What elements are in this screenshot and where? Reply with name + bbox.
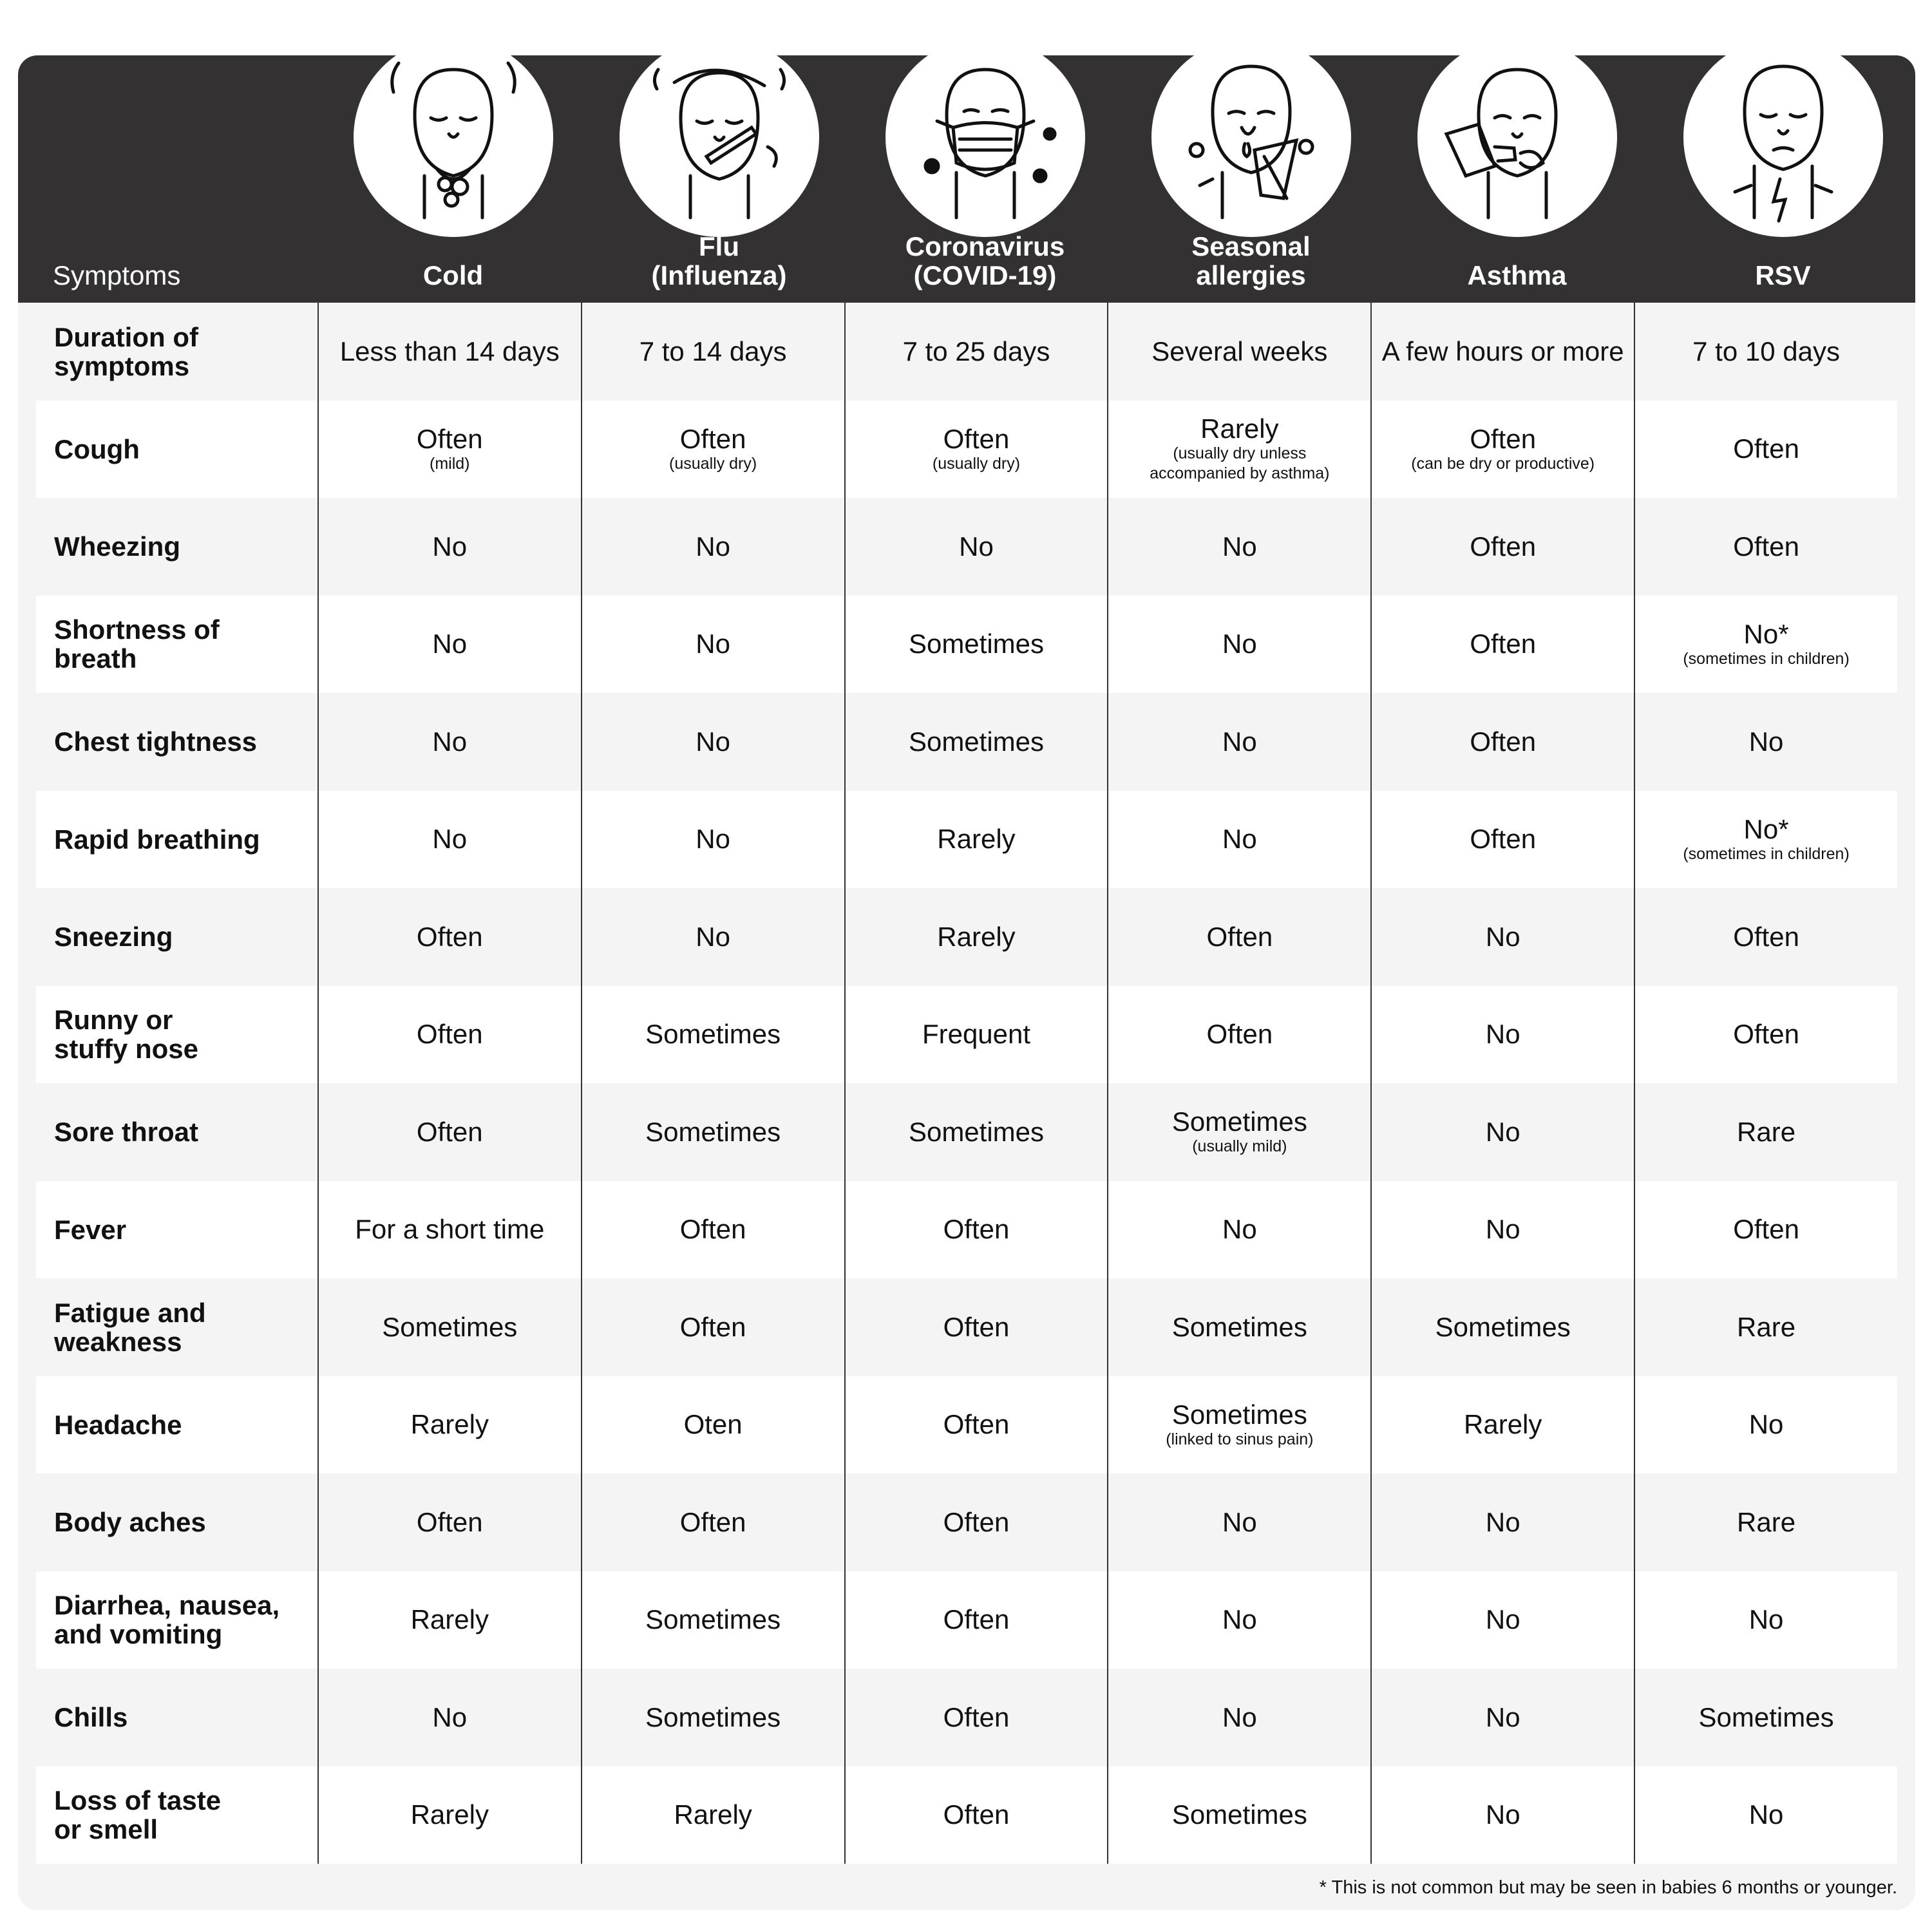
- table-cell: [1634, 1766, 1897, 1864]
- table-cell: [581, 1473, 844, 1571]
- cell-value: Often: [943, 1214, 1010, 1245]
- cell-value: Sometimes: [1171, 1311, 1307, 1342]
- symptom-label: Rapid breathing: [54, 824, 260, 855]
- symptom-label: Diarrhea, nausea, and vomiting: [54, 1590, 280, 1650]
- table-cell: [844, 693, 1108, 791]
- header-symptoms-label: Symptoms: [53, 260, 181, 290]
- cell-value: No: [1485, 1506, 1520, 1537]
- table-cell: [1107, 888, 1370, 986]
- face-sore-throat-icon: [1683, 55, 1883, 237]
- cell-value: For a short time: [355, 1214, 545, 1245]
- header-label-rsv: RSV: [1755, 260, 1811, 290]
- table-cell: [317, 1766, 581, 1864]
- cell-value: No: [432, 824, 468, 855]
- table-cell: [844, 401, 1108, 498]
- table-cell: [1634, 498, 1897, 596]
- symptom-label: Wheezing: [54, 531, 180, 562]
- table-cell: [1634, 1571, 1897, 1669]
- cell-value: Often: [1470, 531, 1537, 562]
- cell-value: No: [1485, 1701, 1520, 1732]
- table-cell: [1107, 791, 1370, 889]
- cell-value: Sometimes: [908, 629, 1045, 659]
- table-cell: [844, 1376, 1108, 1474]
- cell-value: Often: [1733, 433, 1799, 464]
- table-cell: [581, 596, 844, 694]
- header-col-rsv: [1650, 55, 1915, 303]
- table-cell: [1370, 401, 1634, 498]
- cell-value: Rarely: [937, 921, 1016, 952]
- table-cell: [317, 596, 581, 694]
- cell-value: Rarely: [1200, 413, 1279, 444]
- table-cell: [317, 1278, 581, 1376]
- symptom-label: Sore throat: [54, 1117, 199, 1148]
- header-label-covid: Coronavirus (COVID-19): [905, 231, 1065, 290]
- table-cell: [1107, 1083, 1370, 1181]
- cell-value: Sometimes: [645, 1604, 781, 1635]
- cell-value: Rarely: [1464, 1409, 1542, 1440]
- table-cell: [844, 1473, 1108, 1571]
- face-mask-icon: [886, 55, 1085, 237]
- symptom-label: Chills: [54, 1702, 128, 1733]
- table-row: [36, 498, 1897, 596]
- cell-value: Several weeks: [1151, 336, 1328, 366]
- cell-value: No: [432, 726, 468, 757]
- cell-value: Sometimes: [1171, 1399, 1307, 1430]
- table-cell: [1634, 1083, 1897, 1181]
- table-cell: [1107, 1669, 1370, 1766]
- table-cell: [317, 303, 581, 401]
- cell-value: Often: [1733, 1214, 1799, 1245]
- table-cell: [1107, 693, 1370, 791]
- table-cell: [1107, 1766, 1370, 1864]
- cell-value: No: [1748, 1409, 1784, 1440]
- table-cell: [1634, 791, 1897, 889]
- table-cell: [1370, 1083, 1634, 1181]
- table-cell: [1634, 986, 1897, 1084]
- table-cell: [1107, 596, 1370, 694]
- cell-value: Sometimes: [645, 1701, 781, 1732]
- cell-value: Often: [1470, 726, 1537, 757]
- face-tissue-icon: [1151, 55, 1351, 237]
- table-cell: [1370, 1766, 1634, 1864]
- header-col-asthma: [1384, 55, 1650, 303]
- table-cell: [1107, 1473, 1370, 1571]
- table-cell: [317, 986, 581, 1084]
- cell-value: Rarely: [674, 1799, 752, 1830]
- cell-value: Rarely: [937, 824, 1016, 855]
- table-cell: [317, 1376, 581, 1474]
- cell-value: Often: [1733, 1019, 1799, 1050]
- cell-note: (usually dry unless accompanied by asthma): [1150, 444, 1330, 483]
- cell-value: Often: [416, 1116, 483, 1147]
- table-cell: [581, 1766, 844, 1864]
- table-cell: [1107, 1278, 1370, 1376]
- table-cell: [317, 693, 581, 791]
- table-cell: [581, 888, 844, 986]
- cell-value: No: [1485, 1604, 1520, 1635]
- table-cell: [1370, 1181, 1634, 1279]
- cell-value: Often: [1733, 921, 1799, 952]
- cell-value: Often: [1733, 531, 1799, 562]
- header-col-allergies: [1118, 55, 1384, 303]
- table-cell: [1107, 498, 1370, 596]
- cell-value: No: [1748, 1799, 1784, 1830]
- cell-value: Often: [1206, 1019, 1273, 1050]
- cell-value: No: [1485, 921, 1520, 952]
- cell-value: No: [959, 531, 994, 562]
- table-row: [36, 1376, 1897, 1474]
- cell-value: No: [1222, 726, 1257, 757]
- table-cell: [1370, 1571, 1634, 1669]
- symptom-label: Chest tightness: [54, 726, 258, 757]
- table-cell: [1370, 303, 1634, 401]
- table-cell: [844, 791, 1108, 889]
- table-cell: [844, 303, 1108, 401]
- symptom-comparison-table: [18, 55, 1915, 1910]
- cell-note: (sometimes in children): [1683, 844, 1850, 863]
- symptom-label: Body aches: [54, 1507, 206, 1538]
- table-cell: [1370, 1473, 1634, 1571]
- header-label-flu: Flu (Influenza): [651, 231, 787, 290]
- table-cell: [1107, 986, 1370, 1084]
- cell-value: No: [696, 921, 730, 952]
- cell-value: Often: [943, 1506, 1010, 1537]
- cell-value: A few hours or more: [1381, 336, 1624, 366]
- cell-value: 7 to 25 days: [902, 336, 1050, 366]
- table-cell: [581, 498, 844, 596]
- table-cell: [317, 888, 581, 986]
- cell-value: Often: [943, 1701, 1010, 1732]
- table-row: [36, 401, 1897, 498]
- table-cell: [844, 888, 1108, 986]
- cell-value: Sometimes: [1435, 1311, 1571, 1342]
- table-row: [36, 693, 1897, 791]
- table-cell: [581, 1669, 844, 1766]
- symptom-label: Fatigue and weakness: [54, 1297, 206, 1357]
- header-col-covid: [852, 55, 1118, 303]
- cell-value: No*: [1743, 813, 1789, 844]
- cell-value: No: [1222, 629, 1257, 659]
- table-cell: [581, 693, 844, 791]
- table-cell: [1370, 498, 1634, 596]
- table-row: [36, 1766, 1897, 1864]
- cell-value: No: [432, 1701, 468, 1732]
- table-cell: [581, 303, 844, 401]
- table-row: [36, 1571, 1897, 1669]
- table-cell: [1107, 1376, 1370, 1474]
- table-cell: [1634, 693, 1897, 791]
- cell-value: Sometimes: [382, 1311, 518, 1342]
- cell-value: Often: [416, 423, 483, 454]
- cell-value: No: [1748, 726, 1784, 757]
- cell-value: Less than 14 days: [339, 336, 560, 366]
- table-cell: [1634, 1376, 1897, 1474]
- cell-value: Often: [943, 423, 1010, 454]
- cell-value: No: [432, 629, 468, 659]
- cell-value: Sometimes: [1171, 1799, 1307, 1830]
- table-cell: [1370, 596, 1634, 694]
- cell-value: No: [1222, 531, 1257, 562]
- table-cell: [1370, 1278, 1634, 1376]
- table-cell: [1370, 791, 1634, 889]
- table-cell: [317, 1571, 581, 1669]
- table-cell: [1107, 303, 1370, 401]
- table-cell: [844, 1766, 1108, 1864]
- table-row: [36, 1083, 1897, 1181]
- table-cell: [1634, 1473, 1897, 1571]
- table-cell: [581, 1571, 844, 1669]
- table-cell: [581, 791, 844, 889]
- header-label-allergies: Seasonal allergies: [1191, 231, 1311, 290]
- table-cell: [581, 1376, 844, 1474]
- header-col-flu: [586, 55, 852, 303]
- cell-value: Rarely: [410, 1604, 489, 1635]
- face-thermometer-icon: [620, 55, 819, 237]
- table-cell: [1107, 1571, 1370, 1669]
- cell-value: No: [696, 824, 730, 855]
- table-cell: [581, 1278, 844, 1376]
- face-sneezing-icon: [354, 55, 553, 237]
- cell-value: Rarely: [410, 1409, 489, 1440]
- table-row: [36, 596, 1897, 694]
- table-cell: [844, 1278, 1108, 1376]
- header-label-cold: Cold: [422, 260, 484, 290]
- symptom-label: Cough: [54, 433, 140, 464]
- cell-value: Frequent: [922, 1019, 1031, 1050]
- cell-value: Sometimes: [908, 726, 1045, 757]
- cell-value: Often: [679, 1214, 746, 1245]
- table-cell: [1370, 1669, 1634, 1766]
- table-cell: [1107, 401, 1370, 498]
- table-row: [36, 791, 1897, 889]
- table-cell: [1634, 596, 1897, 694]
- cell-note: (linked to sinus pain): [1166, 1430, 1314, 1448]
- symptom-label: Loss of taste or smell: [54, 1785, 222, 1845]
- cell-value: Often: [1470, 824, 1537, 855]
- table-cell: [1634, 1181, 1897, 1279]
- cell-value: No: [696, 726, 730, 757]
- cell-value: No: [1485, 1116, 1520, 1147]
- symptom-label: Duration of symptoms: [54, 321, 198, 381]
- cell-note: (usually dry): [932, 454, 1021, 473]
- cell-value: No: [1485, 1019, 1520, 1050]
- cell-value: No: [1222, 1604, 1257, 1635]
- table-row: [36, 1669, 1897, 1766]
- table-cell: [1370, 693, 1634, 791]
- cell-value: Often: [943, 1604, 1010, 1635]
- table-cell: [317, 1473, 581, 1571]
- cell-value: Often: [679, 1506, 746, 1537]
- table-cell: [317, 1669, 581, 1766]
- cell-value: Rare: [1737, 1506, 1796, 1537]
- table-cell: [317, 1083, 581, 1181]
- cell-value: No: [1222, 1214, 1257, 1245]
- cell-value: Sometimes: [645, 1019, 781, 1050]
- cell-value: Often: [679, 1311, 746, 1342]
- table-row: [36, 1181, 1897, 1279]
- cell-value: Often: [1470, 629, 1537, 659]
- symptom-label: Headache: [54, 1409, 182, 1440]
- table-row: [36, 303, 1897, 401]
- cell-note: (usually mild): [1192, 1137, 1287, 1156]
- table-cell: [1634, 888, 1897, 986]
- symptom-label: Fever: [54, 1214, 127, 1245]
- table-cell: [317, 1181, 581, 1279]
- table-body: [36, 303, 1897, 1864]
- table-cell: [844, 1669, 1108, 1766]
- cell-value: 7 to 10 days: [1692, 336, 1840, 366]
- cell-value: No: [1222, 1701, 1257, 1732]
- cell-value: No: [1222, 824, 1257, 855]
- cell-value: Often: [943, 1799, 1010, 1830]
- table-cell: [1634, 401, 1897, 498]
- table-cell: [581, 986, 844, 1084]
- table-cell: [1370, 1376, 1634, 1474]
- table-cell: [844, 1571, 1108, 1669]
- cell-value: Rarely: [410, 1799, 489, 1830]
- table-cell: [844, 1181, 1108, 1279]
- cell-value: No: [1485, 1214, 1520, 1245]
- cell-value: Often: [679, 423, 746, 454]
- cell-note: (can be dry or productive): [1411, 454, 1595, 473]
- table-cell: [581, 401, 844, 498]
- cell-value: Sometimes: [908, 1116, 1045, 1147]
- cell-value: Often: [943, 1409, 1010, 1440]
- cell-value: No: [1748, 1604, 1784, 1635]
- cell-value: Sometimes: [1171, 1106, 1307, 1137]
- table-cell: [1370, 888, 1634, 986]
- cell-note: (sometimes in children): [1683, 649, 1850, 668]
- header-col-cold: [320, 55, 586, 303]
- symptom-label: Shortness of breath: [54, 614, 220, 674]
- cell-value: No: [432, 531, 468, 562]
- table-cell: [1107, 1181, 1370, 1279]
- cell-value: Often: [943, 1311, 1010, 1342]
- face-inhaler-icon: [1417, 55, 1617, 237]
- cell-value: Oten: [683, 1409, 743, 1440]
- table-cell: [317, 401, 581, 498]
- cell-value: No: [696, 531, 730, 562]
- table-row: [36, 986, 1897, 1084]
- table-cell: [1634, 1278, 1897, 1376]
- table-cell: [581, 1181, 844, 1279]
- table-row: [36, 1278, 1897, 1376]
- table-cell: [581, 1083, 844, 1181]
- cell-value: Rare: [1737, 1311, 1796, 1342]
- table-cell: [844, 986, 1108, 1084]
- cell-value: Often: [416, 1019, 483, 1050]
- cell-value: Often: [1206, 921, 1273, 952]
- cell-value: Often: [416, 921, 483, 952]
- table-cell: [1370, 986, 1634, 1084]
- cell-value: 7 to 14 days: [639, 336, 787, 366]
- cell-value: Rare: [1737, 1116, 1796, 1147]
- cell-value: No: [1222, 1506, 1257, 1537]
- table-cell: [844, 596, 1108, 694]
- cell-value: Sometimes: [1698, 1701, 1834, 1732]
- table-cell: [844, 498, 1108, 596]
- cell-value: Sometimes: [645, 1116, 781, 1147]
- table-cell: [317, 498, 581, 596]
- cell-value: No: [696, 629, 730, 659]
- cell-note: (usually dry): [669, 454, 757, 473]
- footnote: * This is not common but may be seen in babies 6 months or younger.: [1319, 1877, 1897, 1898]
- table-cell: [317, 791, 581, 889]
- symptom-label: Sneezing: [54, 922, 173, 952]
- cell-value: No*: [1743, 618, 1789, 649]
- table-header: [18, 55, 1915, 303]
- table-row: [36, 888, 1897, 986]
- table-cell: [1634, 1669, 1897, 1766]
- symptom-label: Runny or stuffy nose: [54, 1005, 199, 1065]
- table-cell: [844, 1083, 1108, 1181]
- cell-note: (mild): [430, 454, 470, 473]
- table-cell: [1634, 303, 1897, 401]
- header-label-asthma: Asthma: [1467, 260, 1567, 290]
- cell-value: No: [1485, 1799, 1520, 1830]
- table-row: [36, 1473, 1897, 1571]
- cell-value: Often: [1470, 423, 1537, 454]
- cell-value: Often: [416, 1506, 483, 1537]
